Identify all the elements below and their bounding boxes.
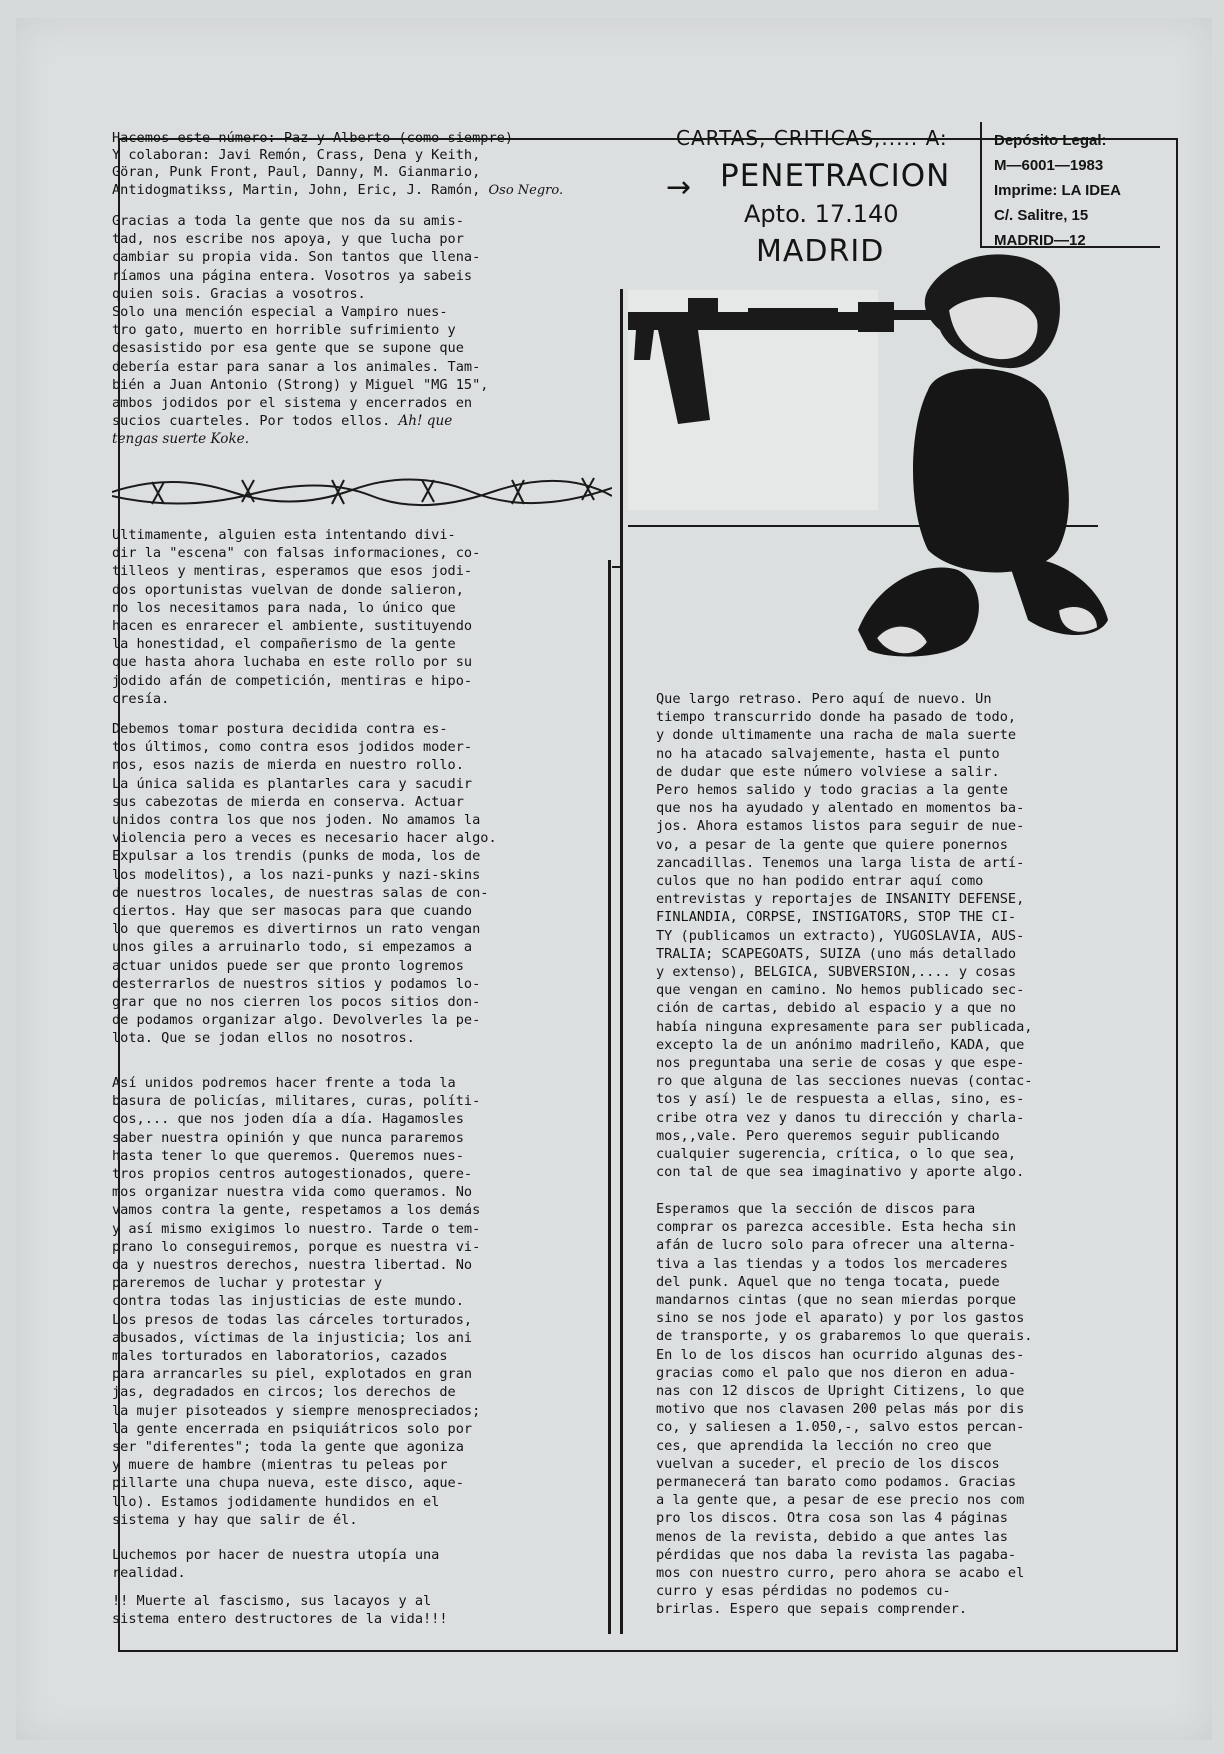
credits-handwritten: Oso Negro. [488, 182, 564, 198]
left-p1-handwritten: Ah! que tengas suerte Koke. [112, 413, 453, 448]
address-name: PENETRACION [720, 158, 951, 194]
left-p1-text: Gracias a toda la gente que nos da su amis- tad, nos escribe nos apoya, y que lucha por cambiar su propia vida. Son tantos que llena- ríamos una página entera. Vosotros ya sabeis quien sois. Gracias a vosotros. Solo una mención especial a Vampiro nues- tro gato, muerto en horrible sufrimiento y desasistido por esa gente que se supone que debería estar para sanar a los animales. Tam- bién a Juan Antonio (Strong) y Miguel "MG 15", ambos jodidos por el sistema y encerrados en sucios cuarteles. Por todos ellos. [112, 213, 489, 430]
legal-deposit-number: M—6001—1983 [994, 157, 1104, 174]
illustration-bottom-rule [612, 566, 622, 568]
left-p2: Ultimamente, alguien esta intentando divi- dir la "escena" con falsas informaciones, co- tilleos y mentiras, esperamos que esos jodi- dos oportunistas vuelvan de donde salieron, no los necesitamos para nada, lo único que hacen es enrarecer el ambiente, sustituyendo la honestidad, el compañerismo de la gente que hasta ahora luchaba en este rollo por su jodido afán de competición, mentiras e hipo- cresía. [112, 527, 481, 707]
credits [112, 130, 660, 199]
left-p1 [112, 212, 612, 449]
address-city: MADRID [756, 234, 885, 269]
address-box: Apto. 17.140 [744, 200, 899, 228]
right-p2: Esperamos que la sección de discos para comprar os parezca accesible. Esta hecha sin afán de lucro solo para ofrecer una alterna- tiva a las tiendas y a todos los mercaderes del punk. Aquel que no tenga tocata, puede mandarnos cintas (que no sean mierdas porque sino se nos jode el aparato) y por los gastos de transporte, y os grabaremos lo que querais. En lo de los discos han ocurrido algunas des- gracias como el palo que nos dieron en adua- nas con 12 discos de Upright Citizens, lo que motivo que nos clavasen 200 pelas más por dis co, y saliesen a 1.050,-, salvo estos percan- ces, que aprendida la lección no creo que vuelvan a suceder, el precio de los discos permanecerá tan barato como podamos. Gracias a la gente que, a pesar de ese precio nos com pro los discos. Otra cosa son las 4 páginas menos de la revista, debido a que antes las pérdidas que nos daba la revista las pagaba- mos con nuestro curro, pero ahora se acabo el curro y esas pérdidas no podemos cu- brirlas. Espero que sepais comprender. [656, 1201, 1033, 1618]
right-p1: Que largo retraso. Pero aquí de nuevo. Un tiempo transcurrido donde ha pasado de todo, y donde ultimamente una racha de mala suerte no ha atacado salvajemente, hasta el punto de dudar que este número volviese a salir. Pero hemos salido y todo gracias a la gente que nos ha ayudado y alentado en momentos ba- jos. Ahora estamos listos para seguir de nue- vo, a pesar de la gente que quiere ponernos zancadillas. Tenemos una larga lista de artí- culos que no han podido entrar aquí como entrevistas y reportajes de INSANITY DEFENSE, FINLANDIA, CORPSE, INSTIGATORS, STOP THE CI- TY (publicamos un extracto), YUGOSLAVIA, AUS- TRALIA; SCAPEGOATS, SUIZA (uno más detallado y extenso), BELGICA, SUBVERSION,.... y cosas que vengan en camino. No hemos publicado sec- ción de cartas, debido al espacio y a que no había ninguna expresamente para ser publicada, excepto la de un anónimo madrileño, KADA, que nos preguntaba una serie de cosas y que espe- ro que alguna de las secciones nuevas (contac- tos y así) le de respuesta a ellas, sino, es- cribe otra vez y danos tu dirección y charla- mos,,vale. Pero queremos seguir publicando cualquier sugerencia, crítica, o lo que sea, con tal de que sea imaginativo y aporte algo. [656, 691, 1033, 1181]
left-p6: !! Muerte al fascismo, sus lacayos y al sistema entero destructores de la vida!!! [112, 1593, 448, 1628]
legal-printer: Imprime: LA IDEA [994, 182, 1121, 199]
legal-deposit-label: Depósito Legal: [994, 132, 1107, 149]
legal-city: MADRID—12 [994, 232, 1086, 249]
left-p3: Debemos tomar postura decidida contra es- tos últimos, como contra esos jodidos moder- nos, esos nazis de mierda en nuestro rollo. La única salida es plantarles cara y sacudir sus cabezotas de mierda en conserva. Actuar unidos contra los que nos joden. No amamos la violencia pero a veces es necesario hacer algo. Expulsar a los trendis (punks de moda, los de los modelitos), a los nazi-punks y nazi-skins de nuestros locales, de nuestras salas de con- ciertos. Hay que ser masocas para que cuando lo que queremos es divertirnos un rato vengan unos giles a arruinarlo todo, si empezamos a actuar unidos puede ser que pronto logremos desterrarlos de nuestros sitios y podamos lo- grar que no nos cierren los pocos sitios don- de podamos organizar algo. Devolverles la pe- lota. Que se jodan ellos no nosotros. [112, 721, 497, 1047]
credits-text: Hacemos este número: Paz y Alberto (como siempre) Y colaboran: Javi Remón, Crass, Dena y Keith, Göran, Punk Front, Paul, Danny, M. Gianmario, Antidogmatikss, Martin, John, Eric, J. Ramón, [112, 130, 514, 198]
arrow-icon: → [666, 170, 692, 205]
column-divider [620, 289, 623, 1634]
left-p4: Así unidos podremos hacer frente a toda la basura de policías, militares, curas, políti- cos,... que nos joden día a día. Hagamosles saber nuestra opinión y que nunca pararemos hasta tener lo que queremos. Queremos nues- tros propios centros autogestionados, quere- mos organizar nuestra vida como queramos. No vamos contra la gente, respetamos a los demás y así mismo exigimos lo nuestro. Tarde o tem- prano lo conseguiremos, porque es nuestra vi- da y nuestros derechos, nuestra libertad. No pareremos de luchar y protestar y contra todas las injusticias de este mundo. Los presos de todas las cárceles torturados, abusados, víctimas de la injusticia; los ani males torturados en laboratorios, cazados para arrancarles su piel, explotados en gran jas, degradados en circos; los derechos de la mujer pisoteados y siempre menospreciados; la gente encerrada en psiquiátricos solo por ser "diferentes"; toda la gente que agoniza y muere de hambre (mientras tu peleas por pillarte una chupa nueva, este disco, aque- llo). Estamos jodidamente hundidos en el sistema y hay que salir de él. [112, 1075, 481, 1528]
barbed-wire-icon [112, 462, 612, 522]
legal-street: C/. Salitre, 15 [994, 207, 1089, 224]
letters-heading: CARTAS, CRITICAS,..... A: [676, 126, 948, 150]
rifle-child-illustration [628, 250, 1160, 690]
legal-box [980, 122, 1160, 248]
left-p5: Luchemos por hacer de nuestra utopía una realidad. [112, 1547, 440, 1582]
